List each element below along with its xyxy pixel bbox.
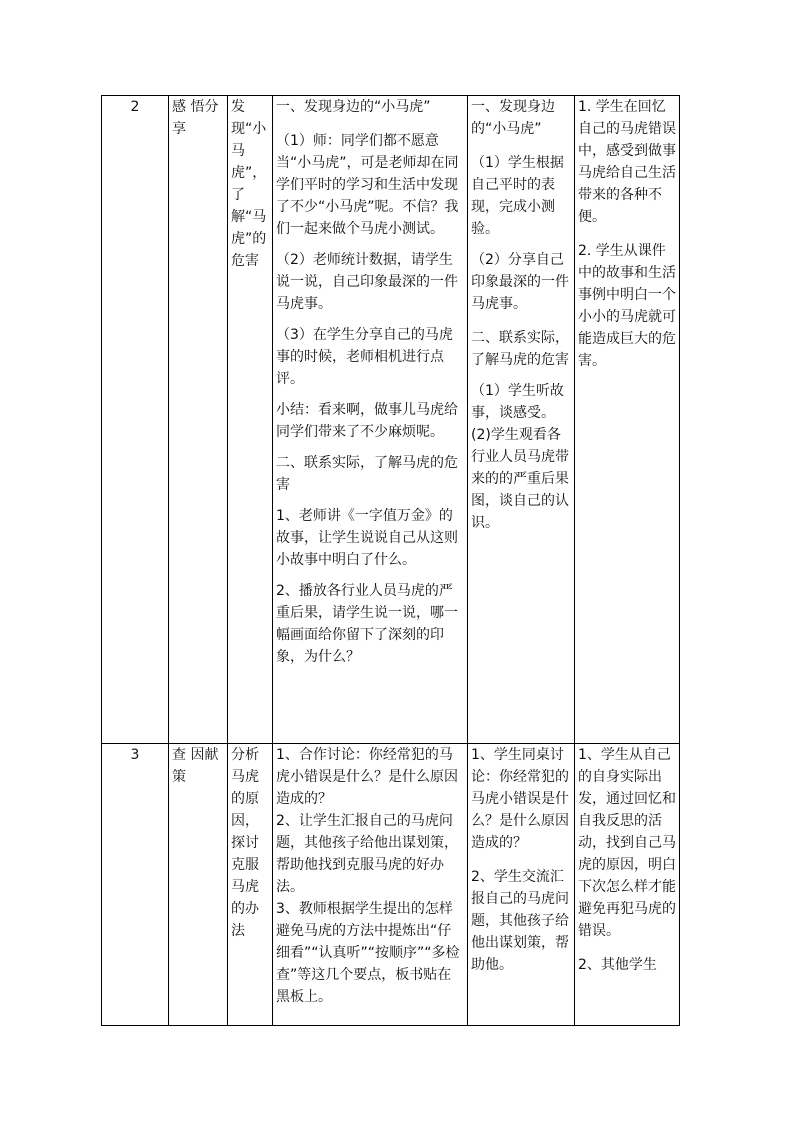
student-paragraph: 2、学生交流汇报自己的马虎问题，其他孩子给他出谋划策，帮助他。 (471, 869, 569, 973)
teacher-paragraph: （1）师：同学们都不愿意当“小马虎”，可是老师却在同学们平时的学习和生活中发现了不少“小马虎”呢。不信？我们一起来做个马虎小测试。 (276, 133, 459, 237)
teacher-paragraph: （2）老师统计数据，请学生说一说，自己印象最深的一件马虎事。 (276, 252, 458, 312)
teacher-paragraph: 2、播放各行业人员马虎的严重后果，请学生说一说，哪一幅画面给你留下了深刻的印象，为什么？ (276, 583, 458, 665)
teacher-paragraph: 1、老师讲《一字值万金》的故事，让学生说说自己从这则小故事中明白了什么。 (276, 508, 458, 568)
intent-paragraph: 2. 学生从课件中的故事和生活事例中明白一个小小的马虎就可能造成巨大的危害。 (578, 243, 676, 369)
teacher-paragraph: （3）在学生分享自己的马虎事的时候，老师相机进行点评。 (276, 327, 453, 387)
teacher-activity (273, 744, 468, 1026)
student-paragraph: (2)学生观看各行业人员马虎带来的的严重后果图，谈自己的认识。 (471, 427, 569, 531)
student-paragraph: （1）学生根据自己平时的表现，完成小测验。 (471, 155, 564, 237)
teacher-activity (273, 96, 468, 744)
teacher-paragraph: 一、发现身边的“小马虎” (276, 99, 431, 115)
design-intent (575, 744, 680, 1026)
student-paragraph: （2）分享自己印象最深的一件马虎事。 (471, 252, 569, 312)
student-activity (468, 96, 575, 744)
stage-name: 查 因献策 (169, 744, 228, 1026)
student-paragraph: 二、联系实际，了解马虎的危害 (471, 330, 569, 368)
stage-goal: 分析马虎的原因，探讨克服马虎的办法 (228, 744, 273, 1026)
step-number: 3 (102, 744, 169, 1026)
teacher-paragraph: 1、合作讨论：你经常犯的马虎小错误是什么？是什么原因造成的？ (276, 747, 458, 807)
design-intent (575, 96, 680, 744)
student-paragraph: 一、发现身边的“小马虎” (471, 99, 555, 137)
teacher-paragraph: 2、让学生汇报自己的马虎问题，其他孩子给他出谋划策，帮助他找到克服马虎的好办法。 (276, 813, 458, 895)
table-row (102, 96, 680, 744)
intent-paragraph: 1. 学生在回忆自己的马虎错误中，感受到做事马虎给自己生活带来的各种不便。 (578, 99, 676, 225)
student-activity (468, 744, 575, 1026)
intent-paragraph: 2、其他学生 (578, 957, 657, 973)
lesson-plan-table (101, 95, 680, 1026)
teacher-paragraph: 小结：看来啊，做事儿马虎给同学们带来了不少麻烦呢。 (276, 402, 458, 440)
intent-paragraph: 1、学生从自己的自身实际出发，通过回忆和自我反思的活动，找到自己马虎的原因，明白下次怎么样才能避免再犯马虎的错误。 (578, 747, 676, 939)
stage-name: 感 悟分享 (169, 96, 228, 744)
table-row (102, 744, 680, 1026)
teacher-paragraph: 3、教师根据学生提出的怎样避免马虎的方法中提炼出“仔细看”“认真听”“按顺序”“多检查”等这几个要点，板书贴在黑板上。 (276, 901, 460, 1005)
teacher-paragraph: 二、联系实际，了解马虎的危害 (276, 455, 458, 493)
stage-goal: 发现“小马虎”，了解“马虎”的危害 (228, 96, 273, 744)
student-paragraph: 1、学生同桌讨论：你经常犯的马虎小错误是什么？是什么原因造成的？ (471, 747, 569, 851)
student-paragraph: （1）学生听故事，谈感受。 (471, 383, 564, 421)
step-number: 2 (102, 96, 169, 744)
